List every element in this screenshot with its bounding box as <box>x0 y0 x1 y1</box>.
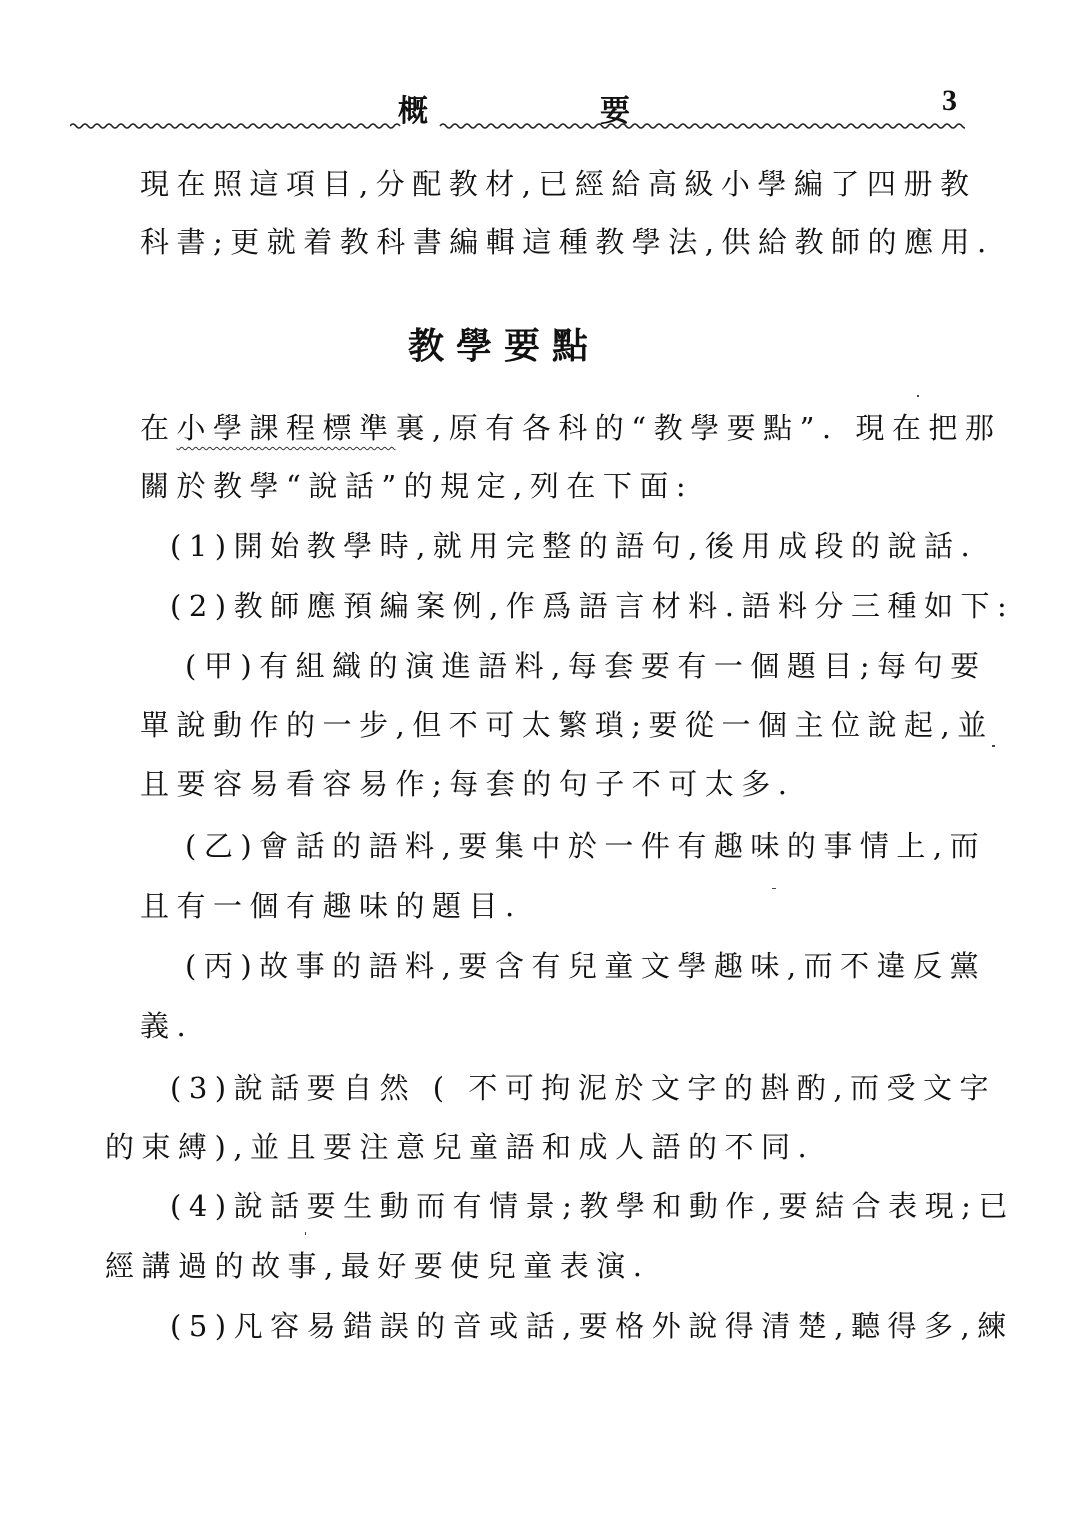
wavy-rule-divider <box>70 120 965 132</box>
scan-speck <box>917 395 919 397</box>
item-3-line-1: (3)說話要自然 ( 不可拘泥於文字的斟酌,而受文字 <box>170 1071 997 1105</box>
item-2-line-1: (2)教師應預編案例,作爲語言材料.語料分三種如下: <box>170 589 1015 623</box>
para-suffix: 裏,原有各科的“教學要點”. 現在把那 <box>395 411 1002 445</box>
item-1-line-1: (1)開始教學時,就用完整的語句,後用成段的說話. <box>170 529 978 563</box>
item-3-line-2: 的束縛),並且要注意兒童語和成人語的不同. <box>105 1130 815 1164</box>
page-number: 3 <box>942 84 957 117</box>
item-jia-line-3: 且要容易看容易作;每套的句子不可太多. <box>140 767 795 801</box>
item-bing-line-1: (丙)故事的語料,要含有兒童文學趣味,而不違反黨 <box>185 949 987 983</box>
para-prefix: 在 <box>140 411 177 445</box>
section-title: 教學要點 <box>408 325 601 367</box>
scan-speck <box>772 888 776 889</box>
item-4-line-2: 經講過的故事,最好要使兒童表演. <box>105 1249 650 1283</box>
item-yi-line-1: (乙)會話的語料,要集中於一件有趣味的事情上,而 <box>185 829 987 863</box>
scan-speck <box>992 745 995 747</box>
section-paragraph-line-2: 關於教學“說話”的規定,列在下面: <box>140 469 694 503</box>
item-bing-line-2: 義. <box>140 1009 194 1043</box>
item-5-line-1: (5)凡容易錯誤的音或話,要格外說得清楚,聽得多,練 <box>170 1309 1014 1343</box>
scan-speck <box>305 1232 306 1235</box>
item-yi-line-2: 且有一個有趣味的題目. <box>140 889 522 923</box>
intro-line-1: 現在照這項目,分配教材,已經給高級小學編了四册教 <box>140 167 977 201</box>
item-jia-line-2: 單說動作的一步,但不可太繁瑣;要從一個主位說起,並 <box>140 708 994 742</box>
intro-line-2: 科書;更就着教科書編輯這種教學法,供給教師的應用. <box>140 225 994 259</box>
header-title-char-2: 要 <box>600 94 630 129</box>
proper-noun-underlined: 小學課程標準 <box>176 411 396 445</box>
section-paragraph-line-1 <box>140 408 1001 448</box>
item-jia-line-1: (甲)有組織的演進語料,每套要有一個題目;每句要 <box>185 649 987 683</box>
header-title-char-1: 概 <box>398 94 428 129</box>
item-4-line-1: (4)說話要生動而有情景;教學和動作,要結合表現;已 <box>170 1189 1015 1223</box>
